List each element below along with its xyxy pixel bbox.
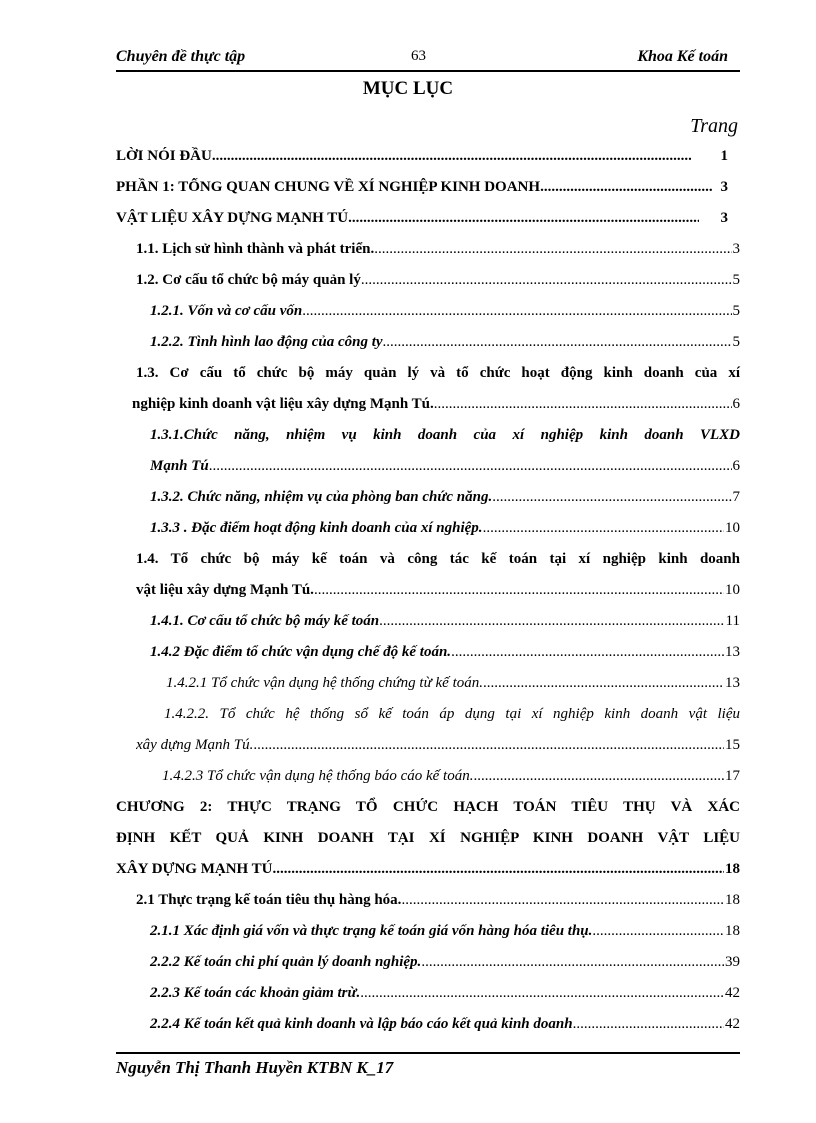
toc-entry-page: 18 (725, 923, 740, 939)
page-title: MỤC LỤC (362, 78, 454, 99)
table-of-contents (116, 147, 740, 1034)
toc-entry[interactable] (116, 426, 740, 476)
toc-entry-page: 3 (732, 241, 740, 257)
toc-entry[interactable] (116, 178, 740, 197)
toc-entry-label-continued: vật liệu xây dựng Mạnh Tú. (136, 582, 314, 598)
toc-leader-dots (253, 736, 724, 755)
toc-entry-label: 1.4.2.2. Tổ chức hệ thống sổ kế toán áp dụng tại xí nghiệp kinh doanh vật liệu (164, 706, 740, 722)
toc-leader-dots (379, 612, 724, 631)
toc-leader-dots (383, 333, 732, 352)
toc-entry-page: 18 (725, 892, 740, 908)
page-column-label: Trang (690, 115, 738, 137)
toc-leader-dots (421, 953, 724, 972)
toc-entry[interactable] (116, 550, 740, 600)
toc-entry-label: 1.4. Tổ chức bộ máy kế toán và công tác kế toán tại xí nghiệp kinh doanh (136, 551, 740, 567)
toc-leader-dots (360, 984, 724, 1003)
toc-leader-dots (483, 519, 724, 538)
header-course-title: Chuyên đề thực tập (116, 48, 246, 65)
toc-entry[interactable] (116, 798, 740, 879)
toc-entry[interactable] (116, 953, 740, 972)
toc-entry-label: 1.3.3 . Đặc điểm hoạt động kinh doanh của xí nghiệp. (150, 520, 483, 536)
toc-entry-page: 39 (725, 954, 740, 970)
toc-leader-dots (273, 860, 724, 879)
toc-entry-label: 1.2. Cơ cấu tổ chức bộ máy quản lý (136, 272, 361, 288)
toc-entry-page: 1 (720, 148, 728, 164)
header-page-number: 63 (411, 48, 426, 64)
toc-entry-label-continued: Mạnh Tú (150, 458, 209, 474)
toc-entry[interactable] (116, 922, 740, 941)
toc-entry-label: CHƯƠNG 2: THỰC TRẠNG TỔ CHỨC HẠCH TOÁN TIÊU THỤ VÀ XÁC (116, 799, 740, 815)
toc-entry-page: 6 (732, 458, 740, 474)
footer-divider (116, 1052, 740, 1054)
toc-leader-dots (361, 271, 732, 290)
toc-entry-label: LỜI NÓI ĐẦU (116, 148, 212, 164)
toc-entry-label: 1.4.2.1 Tổ chức vận dụng hệ thống chứng từ kế toán. (166, 675, 483, 691)
toc-entry-page: 3 (720, 210, 728, 226)
toc-entry-label: 1.4.1. Cơ cấu tổ chức bộ máy kế toán (150, 613, 380, 629)
toc-entry-label: VẬT LIỆU XÂY DỰNG MẠNH TÚ (116, 210, 349, 226)
toc-entry-page: 7 (732, 489, 740, 505)
toc-entry-label: 1.2.2. Tình hình lao động của công ty (150, 334, 383, 350)
toc-entry-page: 5 (732, 272, 740, 288)
header-divider (116, 70, 740, 72)
toc-entry-label: 2.1 Thực trạng kế toán tiêu thụ hàng hóa. (136, 892, 402, 908)
toc-leader-dots (374, 240, 731, 259)
toc-entry-page: 5 (732, 303, 740, 319)
toc-entry-label: 2.1.1 Xác định giá vốn và thực trạng kế toán giá vốn hàng hóa tiêu thụ. (150, 923, 593, 939)
toc-entry-label: 1.4.2.3 Tổ chức vận dụng hệ thống báo cáo kế toán. (162, 768, 474, 784)
toc-entry-label-continued: xây dựng Mạnh Tú. (136, 737, 254, 753)
toc-entry-page: 42 (725, 1016, 740, 1032)
toc-leader-dots (473, 767, 724, 786)
toc-entry[interactable] (116, 240, 740, 259)
toc-entry[interactable] (116, 488, 740, 507)
toc-entry-label: 1.2.1. Vốn và cơ cấu vốn (150, 303, 303, 319)
toc-leader-dots (592, 922, 724, 941)
toc-entry[interactable] (116, 643, 740, 662)
toc-entry-label: 1.3. Cơ cấu tổ chức bộ máy quản lý và tổ chức hoạt động kinh doanh của xí (136, 365, 740, 381)
toc-leader-dots (492, 488, 731, 507)
toc-entry-label-continued: XÂY DỰNG MẠNH TÚ (116, 861, 273, 877)
toc-leader-dots (434, 395, 732, 414)
toc-entry-page: 18 (725, 861, 740, 877)
toc-entry[interactable] (116, 1015, 740, 1034)
toc-entry-label: 1.1. Lịch sử hình thành và phát triển. (136, 241, 375, 257)
toc-entry[interactable] (116, 891, 740, 910)
toc-entry-page: 13 (725, 675, 740, 691)
toc-entry-label: 2.2.4 Kế toán kết quả kinh doanh và lập báo cáo kết quả kinh doanh (150, 1016, 573, 1032)
toc-leader-dots (540, 178, 712, 197)
toc-entry-page: 5 (732, 334, 740, 350)
toc-leader-dots (483, 674, 724, 693)
toc-leader-dots (451, 643, 724, 662)
toc-entry[interactable] (116, 984, 740, 1003)
toc-entry-page: 13 (725, 644, 740, 660)
toc-entry[interactable] (116, 333, 740, 352)
toc-entry[interactable] (116, 519, 740, 538)
toc-entry[interactable] (116, 767, 740, 786)
toc-entry-page: 17 (725, 768, 740, 784)
toc-entry-label: 2.2.3 Kế toán các khoản giảm trừ. (150, 985, 361, 1001)
toc-entry-page: 10 (725, 520, 740, 536)
toc-entry-page: 3 (720, 179, 728, 195)
toc-entry-label: 1.3.1.Chức năng, nhiệm vụ kinh doanh của xí nghiệp kinh doanh VLXD (150, 427, 740, 443)
toc-leader-dots (348, 209, 698, 228)
toc-entry[interactable] (116, 209, 740, 228)
toc-entry[interactable] (116, 302, 740, 321)
toc-entry[interactable] (116, 147, 740, 166)
toc-entry[interactable] (116, 674, 740, 693)
toc-leader-dots (573, 1015, 724, 1034)
header-department: Khoa Kế toán (637, 48, 728, 65)
toc-leader-dots (212, 147, 691, 166)
page-header (116, 48, 740, 70)
toc-entry-label: 2.2.2 Kế toán chi phí quản lý doanh nghiệp. (150, 954, 422, 970)
footer-author: Nguyễn Thị Thanh Huyền KTBN K_17 (116, 1058, 394, 1077)
toc-entry-page: 10 (725, 582, 740, 598)
toc-leader-dots (314, 581, 724, 600)
toc-leader-dots (302, 302, 731, 321)
toc-entry-page: 6 (732, 396, 740, 412)
toc-leader-dots (401, 891, 724, 910)
toc-leader-dots (209, 457, 732, 476)
toc-entry[interactable] (116, 705, 740, 755)
toc-entry-page: 15 (725, 737, 740, 753)
toc-entry-label-continued: ĐỊNH KẾT QUẢ KINH DOANH TẠI XÍ NGHIỆP KINH DOANH VẬT LIỆU (116, 830, 740, 846)
toc-entry[interactable] (116, 364, 740, 414)
toc-entry-label: 1.4.2 Đặc điểm tổ chức vận dụng chế độ kế toán. (150, 644, 452, 660)
toc-entry-page: 42 (725, 985, 740, 1001)
toc-entry-label: PHẦN 1: TỔNG QUAN CHUNG VỀ XÍ NGHIỆP KINH DOANH (116, 179, 541, 195)
toc-entry-label-continued: nghiệp kinh doanh vật liệu xây dựng Mạnh Tú. (132, 396, 434, 412)
toc-entry-label: 1.3.2. Chức năng, nhiệm vụ của phòng ban chức năng. (150, 489, 493, 505)
toc-entry[interactable] (116, 271, 740, 290)
toc-entry-page: 11 (725, 613, 740, 629)
toc-entry[interactable] (116, 612, 740, 631)
